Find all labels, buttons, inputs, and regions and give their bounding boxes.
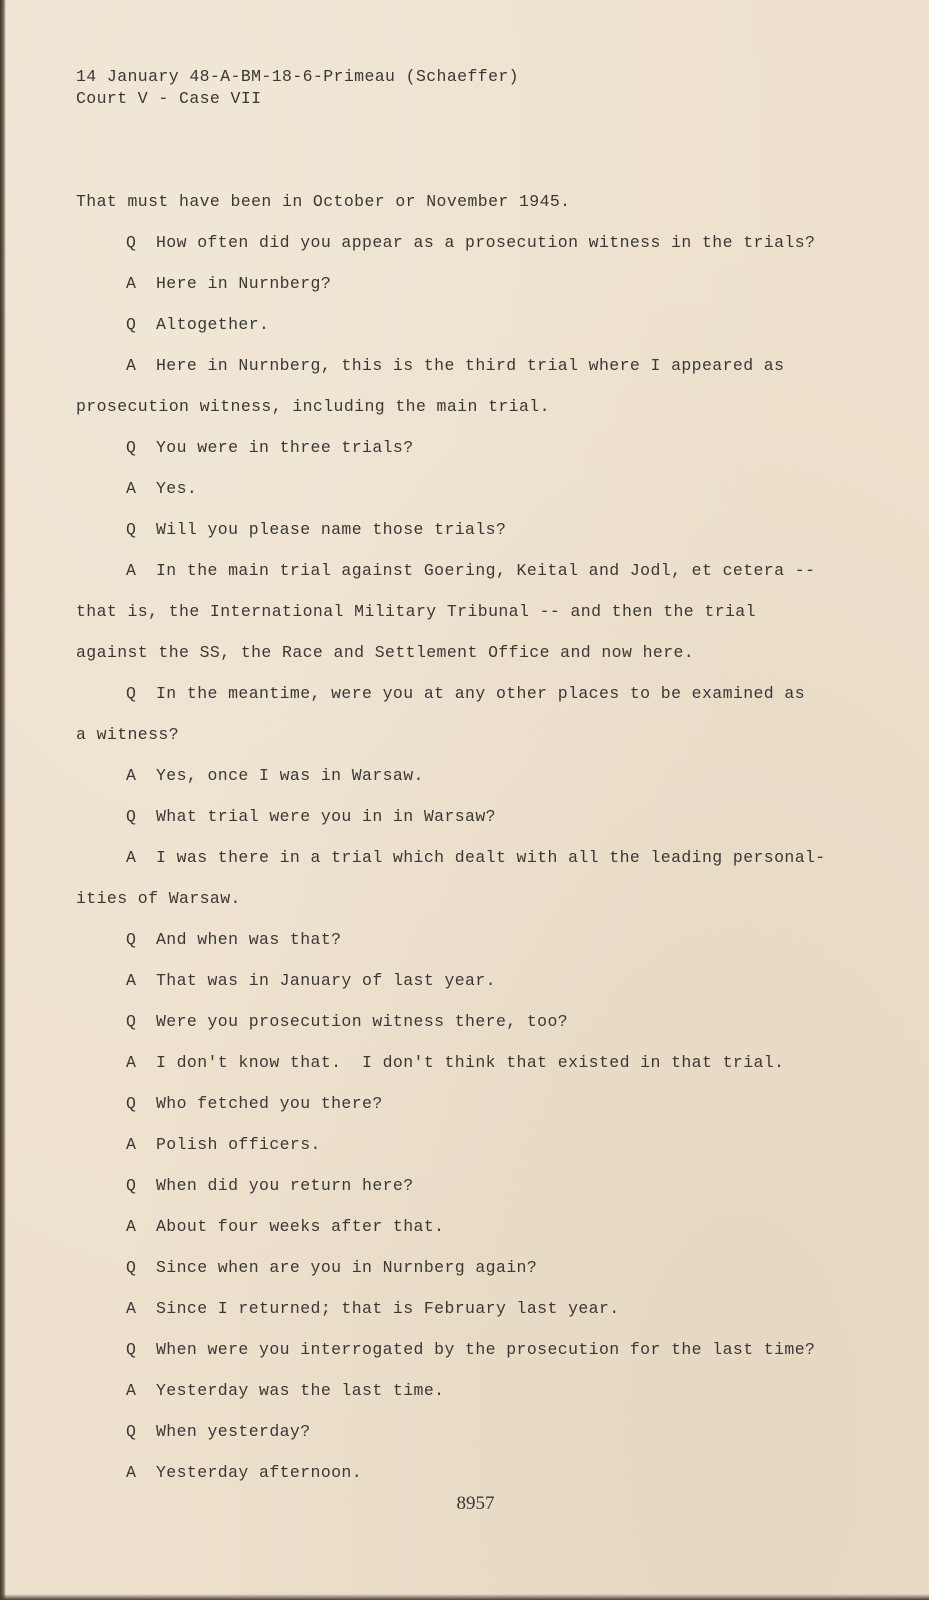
line-text: In the meantime, were you at any other places to be examined as bbox=[156, 684, 806, 703]
line-text: Who fetched you there? bbox=[156, 1094, 383, 1113]
page-bottom-shadow bbox=[0, 1594, 929, 1600]
line-text: Yes, once I was in Warsaw. bbox=[156, 766, 424, 785]
line-text: prosecution witness, including the main trial. bbox=[76, 397, 550, 416]
header-line-date-reference: 14 January 48-A-BM-18-6-Primeau (Schaeffer) bbox=[76, 67, 519, 86]
line-text: In the main trial against Goering, Keital and Jodl, et cetera -- bbox=[156, 561, 816, 580]
line-text: And when was that? bbox=[156, 930, 342, 949]
line-text: When did you return here? bbox=[156, 1176, 414, 1195]
line-text: Since when are you in Nurnberg again? bbox=[156, 1258, 538, 1277]
line-text: You were in three trials? bbox=[156, 438, 414, 457]
line-text: I was there in a trial which dealt with all the leading personal- bbox=[156, 848, 826, 867]
answer-line bbox=[76, 1379, 896, 1420]
line-text: a witness? bbox=[76, 725, 180, 744]
speaker-marker: A bbox=[126, 766, 137, 785]
speaker-marker: A bbox=[126, 1217, 137, 1236]
speaker-marker: Q bbox=[126, 807, 137, 826]
speaker-marker: Q bbox=[126, 438, 137, 457]
line-text: Yesterday was the last time. bbox=[156, 1381, 445, 1400]
document-header bbox=[76, 66, 519, 110]
transcript-body bbox=[76, 190, 896, 1502]
question-line bbox=[76, 436, 896, 477]
question-line bbox=[76, 313, 896, 354]
line-text: Polish officers. bbox=[156, 1135, 321, 1154]
line-text: Here in Nurnberg, this is the third trial where I appeared as bbox=[156, 356, 785, 375]
question-line bbox=[76, 805, 896, 846]
line-text: Were you prosecution witness there, too? bbox=[156, 1012, 569, 1031]
speaker-marker: A bbox=[126, 1299, 137, 1318]
speaker-marker: Q bbox=[126, 684, 137, 703]
line-text: That must have been in October or November 1945. bbox=[76, 192, 571, 211]
question-line bbox=[76, 1010, 896, 1051]
page-edge-shadow bbox=[0, 0, 6, 1600]
continuation-line bbox=[76, 723, 896, 764]
line-text: Will you please name those trials? bbox=[156, 520, 507, 539]
line-text: I don't know that. I don't think that existed in that trial. bbox=[156, 1053, 785, 1072]
line-text: against the SS, the Race and Settlement Office and now here. bbox=[76, 643, 695, 662]
answer-line bbox=[76, 1133, 896, 1174]
continuation-line bbox=[76, 600, 896, 641]
line-text: How often did you appear as a prosecution witness in the trials? bbox=[156, 233, 816, 252]
answer-line bbox=[76, 764, 896, 805]
speaker-marker: Q bbox=[126, 1094, 137, 1113]
continuation-line bbox=[76, 395, 896, 436]
line-text: When yesterday? bbox=[156, 1422, 311, 1441]
question-line bbox=[76, 1420, 896, 1461]
question-line bbox=[76, 1092, 896, 1133]
question-line bbox=[76, 1338, 896, 1379]
question-line bbox=[76, 928, 896, 969]
line-text: That was in January of last year. bbox=[156, 971, 496, 990]
continuation-line bbox=[76, 190, 896, 231]
speaker-marker: A bbox=[126, 274, 137, 293]
speaker-marker: A bbox=[126, 1381, 137, 1400]
question-line bbox=[76, 518, 896, 559]
line-text: ities of Warsaw. bbox=[76, 889, 241, 908]
line-text: that is, the International Military Tribunal -- and then the trial bbox=[76, 602, 756, 621]
answer-line bbox=[76, 272, 896, 313]
answer-line bbox=[76, 846, 896, 887]
answer-line bbox=[76, 969, 896, 1010]
question-line bbox=[76, 1256, 896, 1297]
line-text: Yesterday afternoon. bbox=[156, 1463, 363, 1482]
speaker-marker: Q bbox=[126, 233, 137, 252]
continuation-line bbox=[76, 641, 896, 682]
speaker-marker: Q bbox=[126, 1012, 137, 1031]
answer-line bbox=[76, 477, 896, 518]
answer-line bbox=[76, 354, 896, 395]
line-text: Yes. bbox=[156, 479, 198, 498]
question-line bbox=[76, 231, 896, 272]
line-text: Here in Nurnberg? bbox=[156, 274, 332, 293]
speaker-marker: Q bbox=[126, 520, 137, 539]
speaker-marker: A bbox=[126, 1135, 137, 1154]
speaker-marker: A bbox=[126, 1463, 137, 1482]
speaker-marker: Q bbox=[126, 1340, 137, 1359]
header-line-court-case: Court V - Case VII bbox=[76, 89, 262, 108]
question-line bbox=[76, 1174, 896, 1215]
speaker-marker: Q bbox=[126, 1258, 137, 1277]
speaker-marker: A bbox=[126, 848, 137, 867]
answer-line bbox=[76, 1215, 896, 1256]
line-text: When were you interrogated by the prosecution for the last time? bbox=[156, 1340, 816, 1359]
line-text: About four weeks after that. bbox=[156, 1217, 445, 1236]
answer-line bbox=[76, 1051, 896, 1092]
speaker-marker: A bbox=[126, 561, 137, 580]
speaker-marker: A bbox=[126, 1053, 137, 1072]
line-text: Since I returned; that is February last year. bbox=[156, 1299, 620, 1318]
continuation-line bbox=[76, 887, 896, 928]
speaker-marker: Q bbox=[126, 930, 137, 949]
answer-line bbox=[76, 1297, 896, 1338]
speaker-marker: A bbox=[126, 479, 137, 498]
speaker-marker: Q bbox=[126, 1422, 137, 1441]
page-number: 8957 bbox=[456, 1493, 495, 1514]
speaker-marker: A bbox=[126, 356, 137, 375]
speaker-marker: Q bbox=[126, 1176, 137, 1195]
answer-line bbox=[76, 559, 896, 600]
line-text: What trial were you in in Warsaw? bbox=[156, 807, 496, 826]
speaker-marker: Q bbox=[126, 315, 137, 334]
speaker-marker: A bbox=[126, 971, 137, 990]
question-line bbox=[76, 682, 896, 723]
line-text: Altogether. bbox=[156, 315, 270, 334]
